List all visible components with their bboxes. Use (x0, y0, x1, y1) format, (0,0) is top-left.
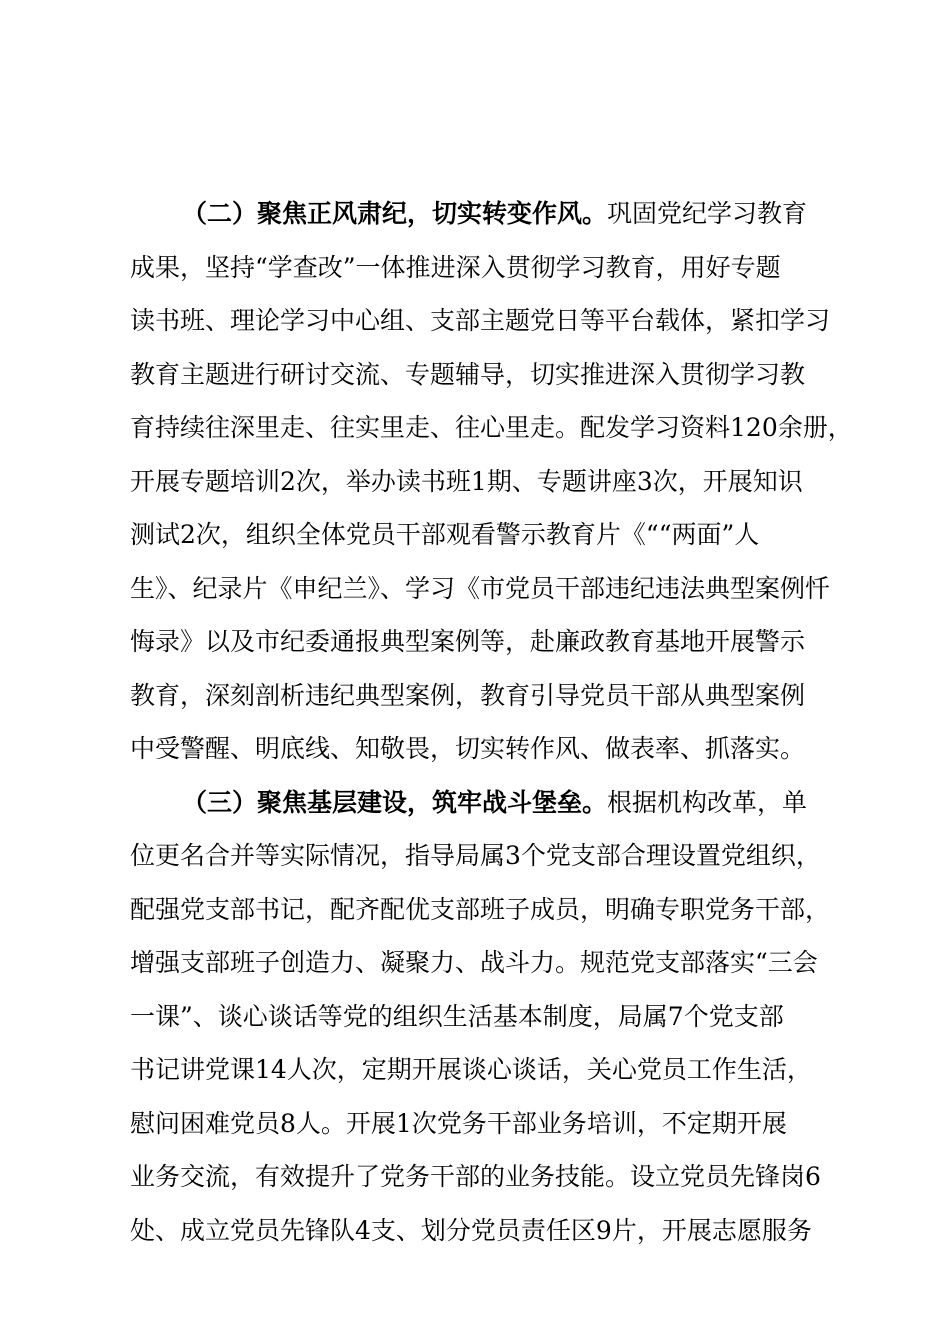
paragraph-line: 悔录》以及市纪委通报典型案例等，赴廉政教育基地开展警示 (130, 627, 806, 656)
paragraph-line: 增强支部班子创造力、凝聚力、战斗力。规范党支部落实“三会 (130, 948, 818, 977)
paragraph-line: 开展专题培训2次，举办读书班1期、专题讲座3次，开展知识 (130, 466, 803, 496)
paragraph-line: 成果，坚持“学查改”一体推进深入贯彻学习教育，用好专题 (130, 252, 781, 282)
paragraph-line: 一课”、谈心谈话等党的组织生活基本制度，局属7个党支部 (130, 1001, 784, 1031)
paragraph-line (130, 776, 830, 830)
paragraph-line: 生》、纪录片《申纪兰》、学习《市党员干部违纪违法典型案例忏 (130, 573, 831, 603)
paragraph-line (130, 187, 830, 241)
paragraph-section-3 (130, 776, 830, 1258)
paragraph-line: 育持续往深里走、往实里走、往心里走。配发学习资料120余册， (130, 413, 853, 442)
paragraph-line: 读书班、理论学习中心组、支部主题党日等平台载体，紧扣学习 (130, 306, 831, 335)
section-heading: （三）聚焦基层建设，筑牢战斗堡垒。 (182, 787, 608, 817)
paragraph-text: 巩固党纪学习教育 (607, 199, 808, 228)
paragraph-line: 位更名合并等实际情况，指导局属3个党支部合理设置党组织， (130, 841, 821, 870)
paragraph-line: 教育，深刻剖析违纪典型案例，教育引导党员干部从典型案例 (130, 680, 806, 710)
paragraph-line: 教育主题进行研讨交流、专题辅导，切实推进深入贯彻学习教 (130, 359, 806, 389)
paragraph-line: 处、成立党员先锋队4支、划分党员责任区9片，开展志愿服务 (130, 1215, 812, 1245)
paragraph-line: 业务交流，有效提升了党务干部的业务技能。设立党员先锋岗6 (130, 1162, 821, 1191)
paragraph-line: 测试2次，组织全体党员干部观看警示教育片《““两面”人 (130, 520, 760, 549)
paragraph-line: 配强党支部书记，配齐配优支部班子成员，明确专职党务干部， (130, 894, 831, 924)
paragraph-section-2 (130, 187, 853, 776)
paragraph-text: 根据机构改革，单 (607, 787, 808, 817)
paragraph-line: 慰问困难党员8人。开展1次党务干部业务培训，不定期开展 (130, 1108, 787, 1138)
section-heading: （二）聚焦正风肃纪，切实转变作风。 (182, 199, 608, 228)
paragraph-line: 中受警醒、明底线、知敬畏，切实转作风、做表率、抓落实。 (130, 734, 806, 763)
paragraph-line: 书记讲党课14人次，定期开展谈心谈话，关心党员工作生活， (130, 1055, 812, 1084)
document-body (130, 187, 853, 1257)
